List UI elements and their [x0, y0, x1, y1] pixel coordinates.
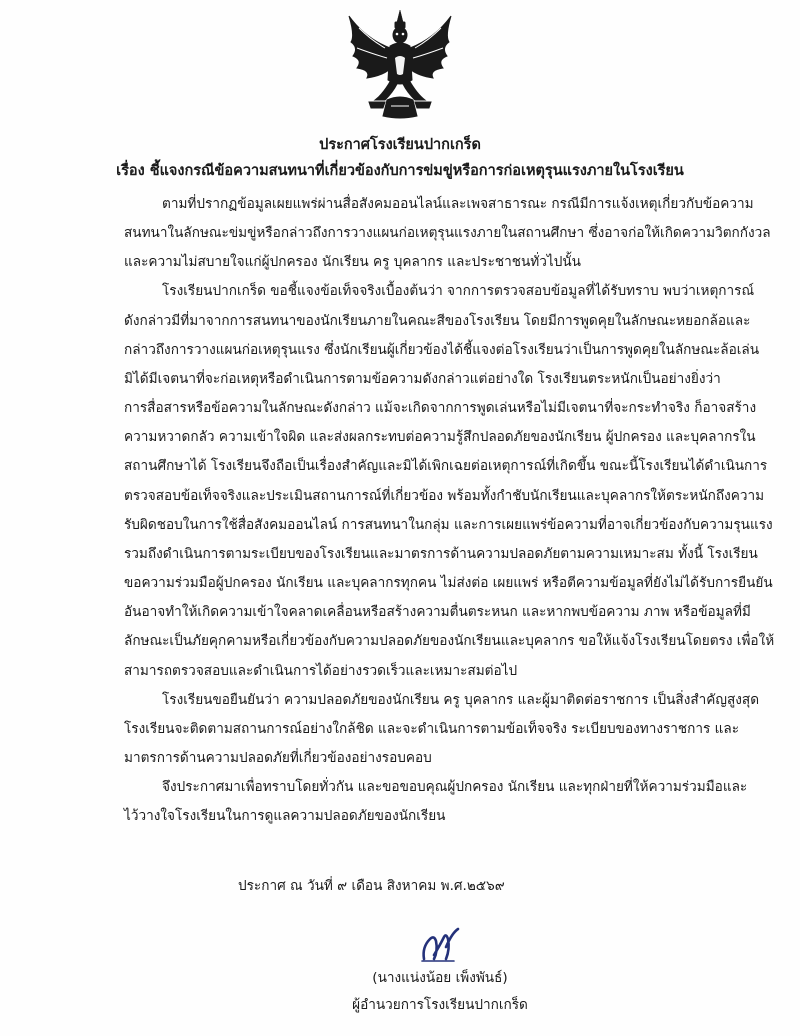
signer-name: (นางแน่งน้อย เพ็งพันธ์) — [372, 970, 508, 986]
paragraph-line: รับผิดชอบในการใช้สื่อสังคมออนไลน์ การสนทนาในกลุ่ม และการเผยแพร่ข้อความที่อาจเกี่ยวข้องกับความรุนแรง — [124, 516, 773, 533]
paragraph-line: ตรวจสอบข้อเท็จจริงและประเมินสถานการณ์ที่เกี่ยวข้อง พร้อมทั้งกำชับนักเรียนและบุคลากรให้ตระหนักถึงความ — [124, 487, 765, 504]
paragraph-line: สนทนาในลักษณะข่มขู่หรือกล่าวถึงการวางแผนก่อเหตุรุนแรงภายในสถานศึกษา ซึ่งอาจก่อให้เกิดความวิตกกังวล — [124, 225, 771, 242]
paragraph-line: จึงประกาศมาเพื่อทราบโดยทั่วกัน และขอขอบคุณผู้ปกครอง นักเรียน และทุกฝ่ายที่ให้ความร่วมมือและ — [162, 779, 748, 796]
paragraph-line: สามารถตรวจสอบและดำเนินการได้อย่างรวดเร็วและเหมาะสมต่อไป — [124, 662, 518, 679]
paragraph-line: ขอความร่วมมือผู้ปกครอง นักเรียน และบุคลากรทุกคน ไม่ส่งต่อ เผยแพร่ หรือตีความข้อมูลที่ยังไม่ได้รับการยืนยัน — [124, 575, 773, 592]
paragraph-line: ตามที่ปรากฏข้อมูลเผยแพร่ผ่านสื่อสังคมออนไลน์และเพจสาธารณะ กรณีมีการแจ้งเหตุเกี่ยวกับข้อความ — [162, 196, 754, 212]
paragraph-line: โรงเรียนขอยืนยันว่า ความปลอดภัยของนักเรียน ครู บุคลากร และผู้มาติดต่อราชการ เป็นสิ่งสำคัญสูงสุด — [162, 691, 760, 708]
paragraph-line: มาตรการด้านความปลอดภัยที่เกี่ยวข้องอย่างรอบคอบ — [124, 749, 432, 766]
paragraph-line: กล่าวถึงการวางแผนก่อเหตุรุนแรง ซึ่งนักเรียนผู้เกี่ยวข้องได้ชี้แจงต่อโรงเรียนว่าเป็นการพูดคุยในลักษณะล้อเล่น — [124, 341, 760, 358]
paragraph-line: ดังกล่าวมีที่มาจากการสนทนาของนักเรียนภายในคณะสีของโรงเรียน โดยมีการพูดคุยในลักษณะหยอกล้อและ — [124, 312, 751, 329]
paragraph-line: ลักษณะเป็นภัยคุกคามหรือเกี่ยวข้องกับความปลอดภัยของนักเรียนและบุคลากร ขอให้แจ้งโรงเรียนโดยตรง เพื่อให้ — [124, 633, 775, 650]
announcement-title: ประกาศโรงเรียนปากเกร็ด — [319, 137, 481, 153]
signer-position: ผู้อำนวยการโรงเรียนปากเกร็ด — [352, 997, 528, 1013]
paragraph-line: และความไม่สบายใจแก่ผู้ปกครอง นักเรียน ครู บุคลากร และประชาชนทั่วไปนั้น — [124, 254, 581, 271]
garuda-emblem-icon — [345, 8, 455, 120]
announcement-body — [124, 190, 775, 831]
signature-mark — [418, 925, 462, 965]
paragraph-line: โรงเรียนจะติดตามสถานการณ์อย่างใกล้ชิด และจะดำเนินการตามข้อเท็จจริง ระเบียบของทางราชการ และ — [124, 720, 740, 737]
paragraph-3 — [124, 686, 760, 773]
paragraph-line: ความหวาดกลัว ความเข้าใจผิด และส่งผลกระทบต่อความรู้สึกปลอดภัยของนักเรียน ผู้ปกครอง และบุคลากรใน — [124, 429, 756, 446]
paragraph-line: รวมถึงดำเนินการตามระเบียบของโรงเรียนและมาตรการด้านความปลอดภัยตามความเหมาะสม ทั้งนี้ โรงเรียน — [124, 545, 758, 562]
paragraph-line: การสื่อสารหรือข้อความในลักษณะดังกล่าว แม้จะเกิดจากการพูดเล่นหรือไม่มีเจตนาที่จะกระทำจริง ก็อาจสร้าง — [124, 400, 757, 417]
paragraph-2 — [124, 277, 775, 685]
announcement-subject: เรื่อง ชี้แจงกรณีข้อความสนทนาที่เกี่ยวข้องกับการข่มขู่หรือการก่อเหตุรุนแรงภายในโรงเรียน — [116, 163, 684, 179]
paragraph-line: สถานศึกษาได้ โรงเรียนจึงถือเป็นเรื่องสำคัญและมิได้เพิกเฉยต่อเหตุการณ์ที่เกิดขึ้น ขณะนี้โรงเรียนได้ดำเนินการ — [124, 458, 768, 475]
paragraph-1 — [124, 190, 771, 277]
paragraph-line: โรงเรียนปากเกร็ด ขอชี้แจงข้อเท็จจริงเบื้องต้นว่า จากการตรวจสอบข้อมูลที่ได้รับทราบ พบว่าเหตุการณ์ — [162, 283, 755, 300]
paragraph-4 — [124, 773, 748, 831]
paragraph-line: อันอาจทำให้เกิดความเข้าใจคลาดเคลื่อนหรือสร้างความตื่นตระหนก และหากพบข้อความ ภาพ หรือข้อมูลที่มี — [124, 604, 751, 621]
paragraph-line: มิได้มีเจตนาที่จะก่อเหตุหรือดำเนินการตามข้อความดังกล่าวแต่อย่างใด โรงเรียนตระหนักเป็นอย่างยิ่งว่า — [124, 370, 721, 387]
paragraph-line: ไว้วางใจโรงเรียนในการดูแลความปลอดภัยของนักเรียน — [124, 808, 446, 825]
announcement-date: ประกาศ ณ วันที่ ๙ เดือน สิงหาคม พ.ศ.๒๕๖๙ — [238, 878, 505, 894]
